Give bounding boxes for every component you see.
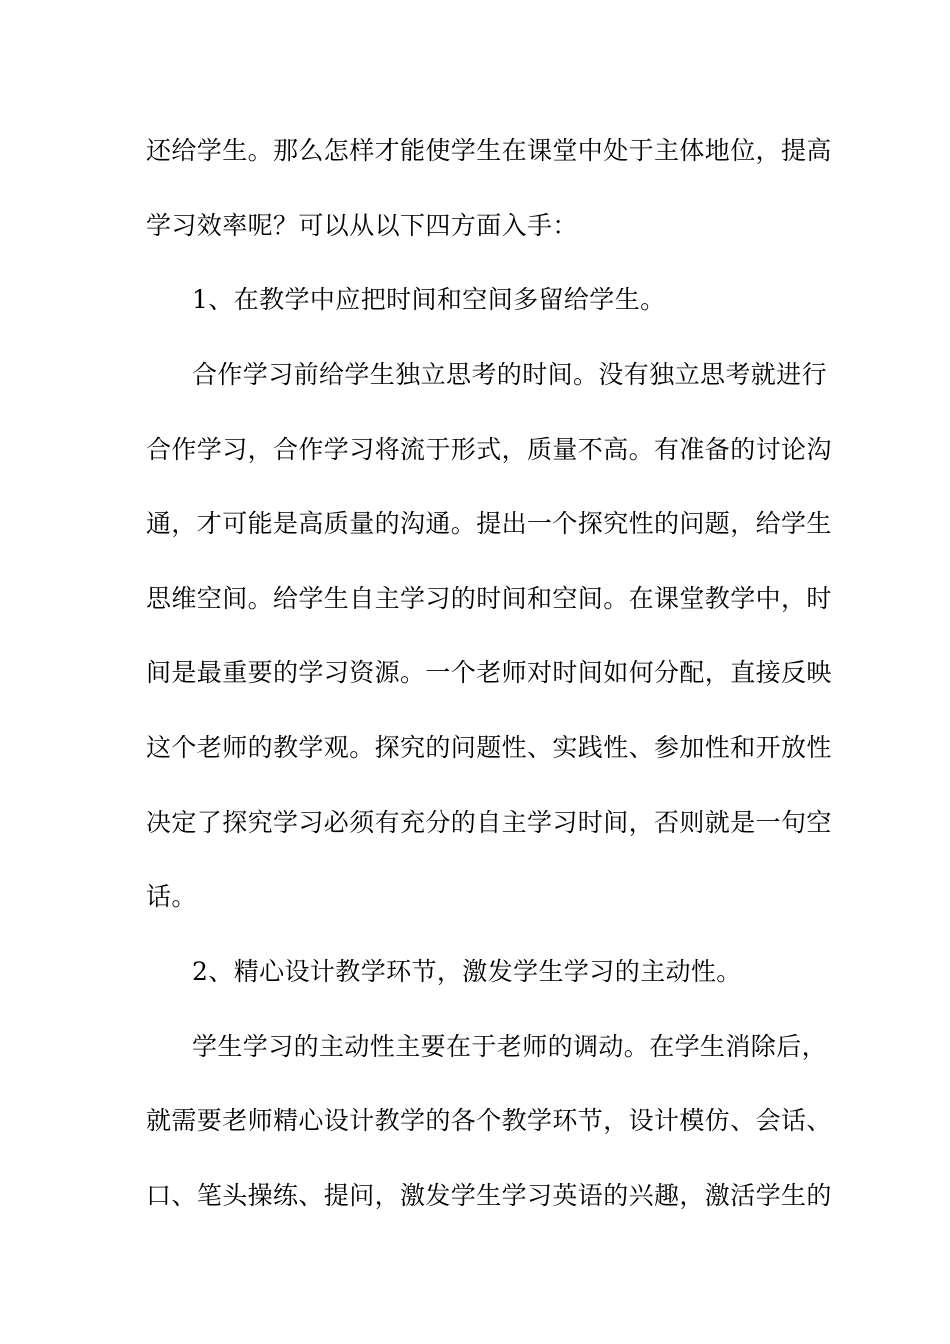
- paragraph-first-line: 学生学习的主动性主要在于老师的调动。在学生消除后，: [192, 1032, 828, 1061]
- text-line: 还给学生。那么怎样才能使学生在课堂中处于主体地位，提高: [146, 136, 832, 165]
- text-line: 口、笔头操练、提问，激发学生学习英语的兴趣，激活学生的: [146, 1181, 832, 1210]
- text-line: 决定了探究学习必须有充分的自主学习时间，否则就是一句空: [146, 808, 832, 837]
- text-line: 通，才可能是高质量的沟通。提出一个探究性的问题，给学生: [146, 509, 832, 538]
- section-heading: 2、精心设计教学环节，激发学生学习的主动性。: [192, 957, 742, 986]
- text-line: 学习效率呢？可以从以下四方面入手：: [146, 211, 578, 240]
- text-line: 这个老师的教学观。探究的问题性、实践性、参加性和开放性: [146, 733, 832, 762]
- text-line: 合作学习，合作学习将流于形式，质量不高。有准备的讨论沟: [146, 435, 832, 464]
- text-line: 话。: [146, 882, 197, 911]
- section-heading: 1、在教学中应把时间和空间多留给学生。: [192, 285, 666, 314]
- text-line: 思维空间。给学生自主学习的时间和空间。在课堂教学中，时: [146, 584, 832, 613]
- text-line: 就需要老师精心设计教学的各个教学环节，设计模仿、会话、: [146, 1106, 832, 1135]
- paragraph-first-line: 合作学习前给学生独立思考的时间。没有独立思考就进行: [192, 360, 828, 389]
- text-line: 间是最重要的学习资源。一个老师对时间如何分配，直接反映: [146, 658, 832, 687]
